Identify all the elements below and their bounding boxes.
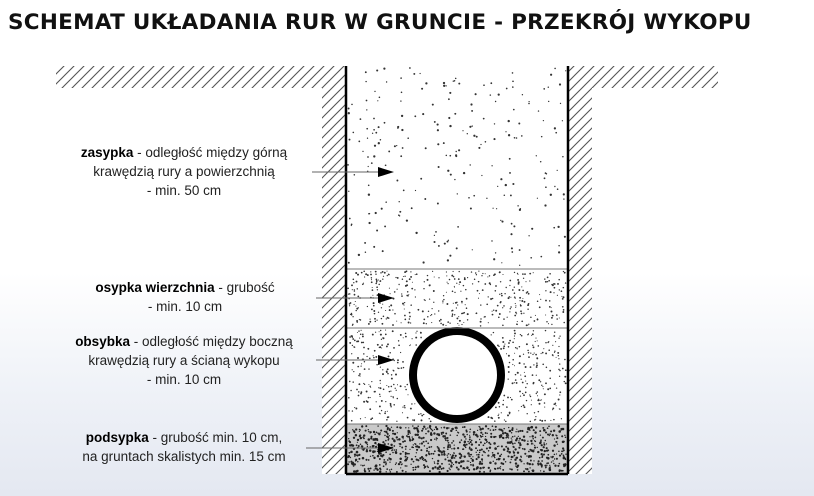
label-zasypka-line2: krawędzią rury a powierzchnią bbox=[93, 164, 275, 179]
pipe bbox=[413, 331, 501, 419]
label-osypka-wierzchnia bbox=[70, 278, 300, 316]
ground-surface-left bbox=[56, 66, 346, 88]
label-obsybka-line2: krawędzią rury a ścianą wykopu bbox=[88, 353, 280, 368]
diagram-title: SCHEMAT UKŁADANIA RUR W GRUNCIE - PRZEKRÓJ WYKOPU bbox=[8, 10, 752, 35]
label-zasypka-name: zasypka bbox=[80, 145, 134, 160]
label-zasypka bbox=[44, 143, 324, 200]
label-osypka-line1: - grubość bbox=[214, 280, 275, 295]
label-obsybka bbox=[44, 332, 324, 389]
trench-wall-left bbox=[322, 66, 346, 474]
label-podsypka-line2: na gruntach skalistych min. 15 cm bbox=[82, 449, 286, 464]
label-podsypka bbox=[44, 428, 324, 466]
label-obsybka-line3: - min. 10 cm bbox=[146, 372, 222, 387]
label-zasypka-line1: - odległość między górną bbox=[133, 145, 288, 160]
label-podsypka-name: podsypka bbox=[85, 430, 149, 445]
label-obsybka-line1: - odległość między boczną bbox=[129, 334, 293, 349]
label-zasypka-line3: - min. 50 cm bbox=[146, 183, 222, 198]
label-osypka-name: osypka wierzchnia bbox=[95, 280, 215, 295]
label-obsybka-name: obsybka bbox=[75, 334, 130, 349]
trench-wall-right bbox=[568, 66, 592, 474]
label-osypka-line2: - min. 10 cm bbox=[147, 299, 223, 314]
label-podsypka-line1: - grubość min. 10 cm, bbox=[148, 430, 283, 445]
